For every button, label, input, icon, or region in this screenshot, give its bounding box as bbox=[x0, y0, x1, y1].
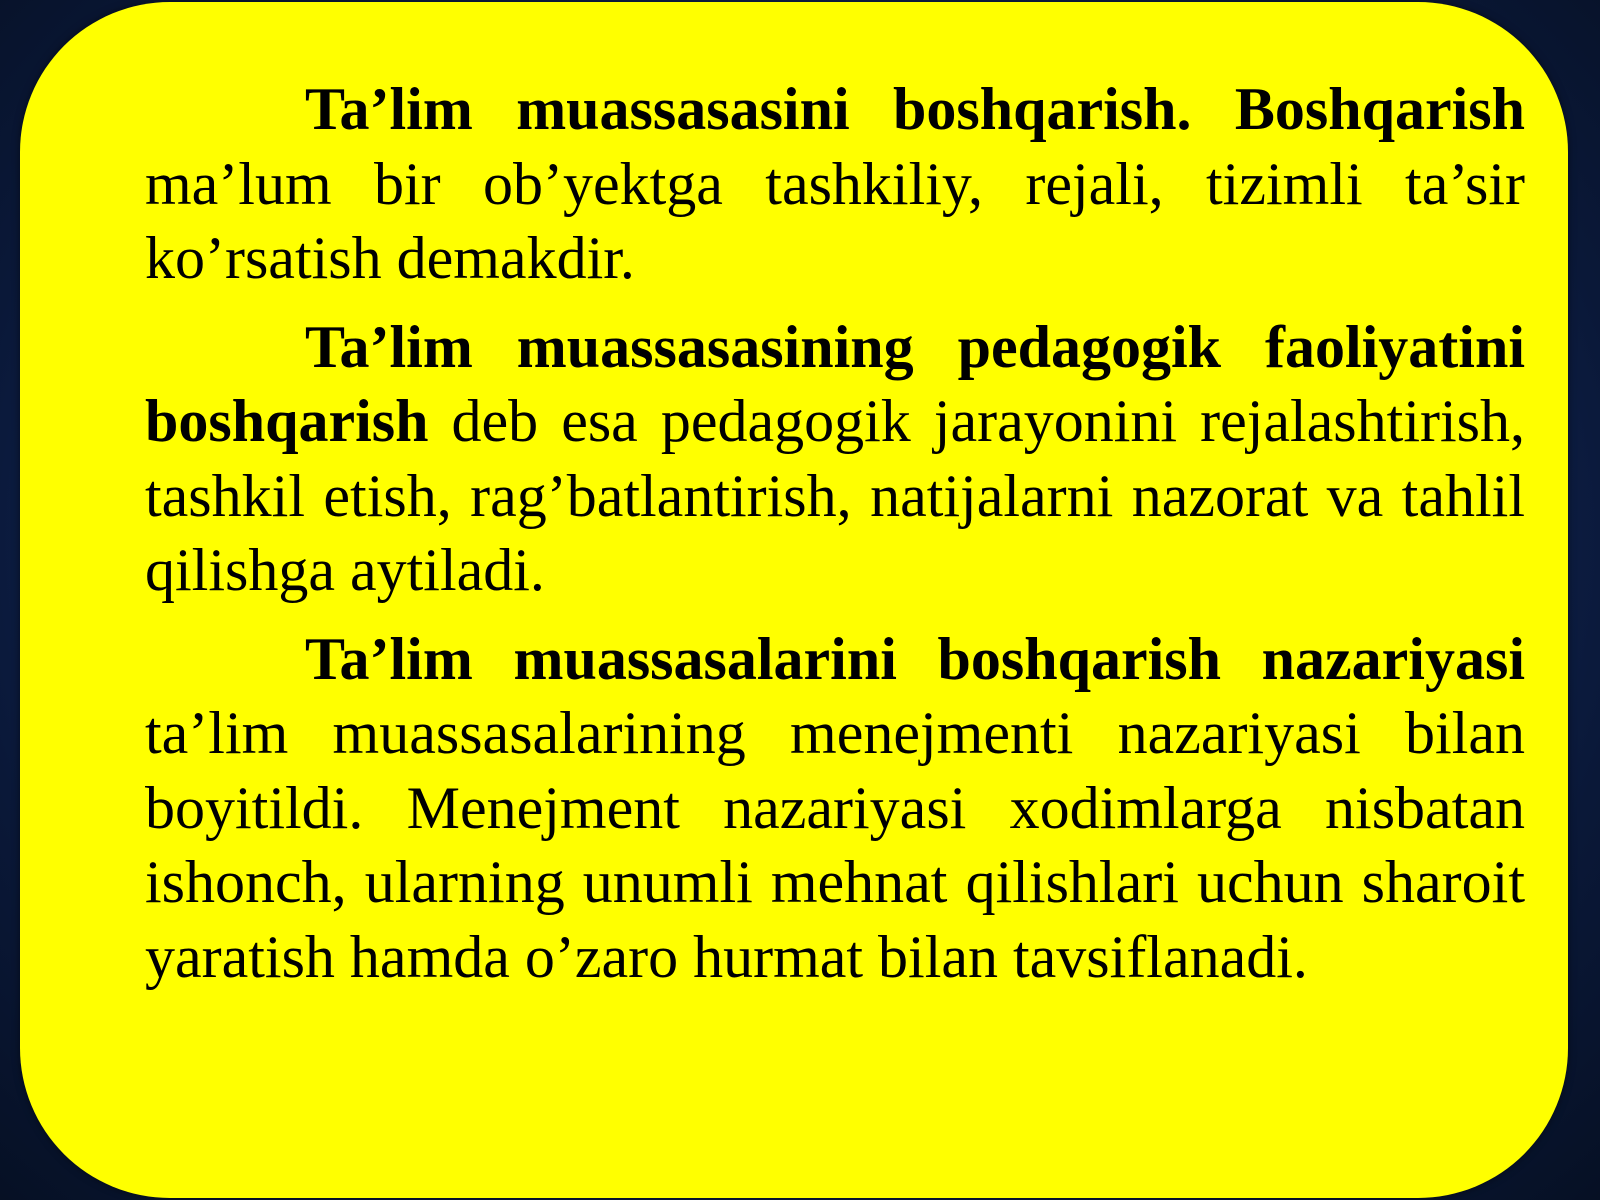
paragraph-1 bbox=[145, 72, 1525, 296]
paragraph-3-term: Ta’lim muassasalarini boshqarish nazariyasi bbox=[305, 625, 1525, 692]
slide-panel bbox=[20, 2, 1568, 1198]
slide-text bbox=[145, 72, 1525, 1008]
paragraph-2 bbox=[145, 310, 1525, 608]
paragraph-2-term: Ta’lim muassasasining pedagogik faoliyatini boshqarish bbox=[145, 313, 1525, 454]
paragraph-1-definition: ma’lum bir ob’yektga tashkiliy, rejali, tizimli ta’sir ko’rsatish demakdir. bbox=[145, 150, 1525, 291]
paragraph-1-term: Ta’lim muassasasini boshqarish. Boshqarish bbox=[305, 76, 1525, 142]
paragraph-3 bbox=[145, 622, 1525, 995]
paragraph-2-definition: deb esa pedagogik jarayonini rejalashtirish, tashkil etish, rag’batlantirish, natijalarni nazorat va tahlil qilishga aytiladi. bbox=[145, 388, 1525, 603]
paragraph-3-definition: ta’lim muassasalarining menejmenti nazariyasi bilan boyitildi. Menejment nazariyasi xodimlarga nisbatan ishonch, ularning unumli mehnat qilishlari uchun sharoit yaratish hamda o’zaro hurmat bilan tavsiflanadi. bbox=[145, 700, 1525, 990]
